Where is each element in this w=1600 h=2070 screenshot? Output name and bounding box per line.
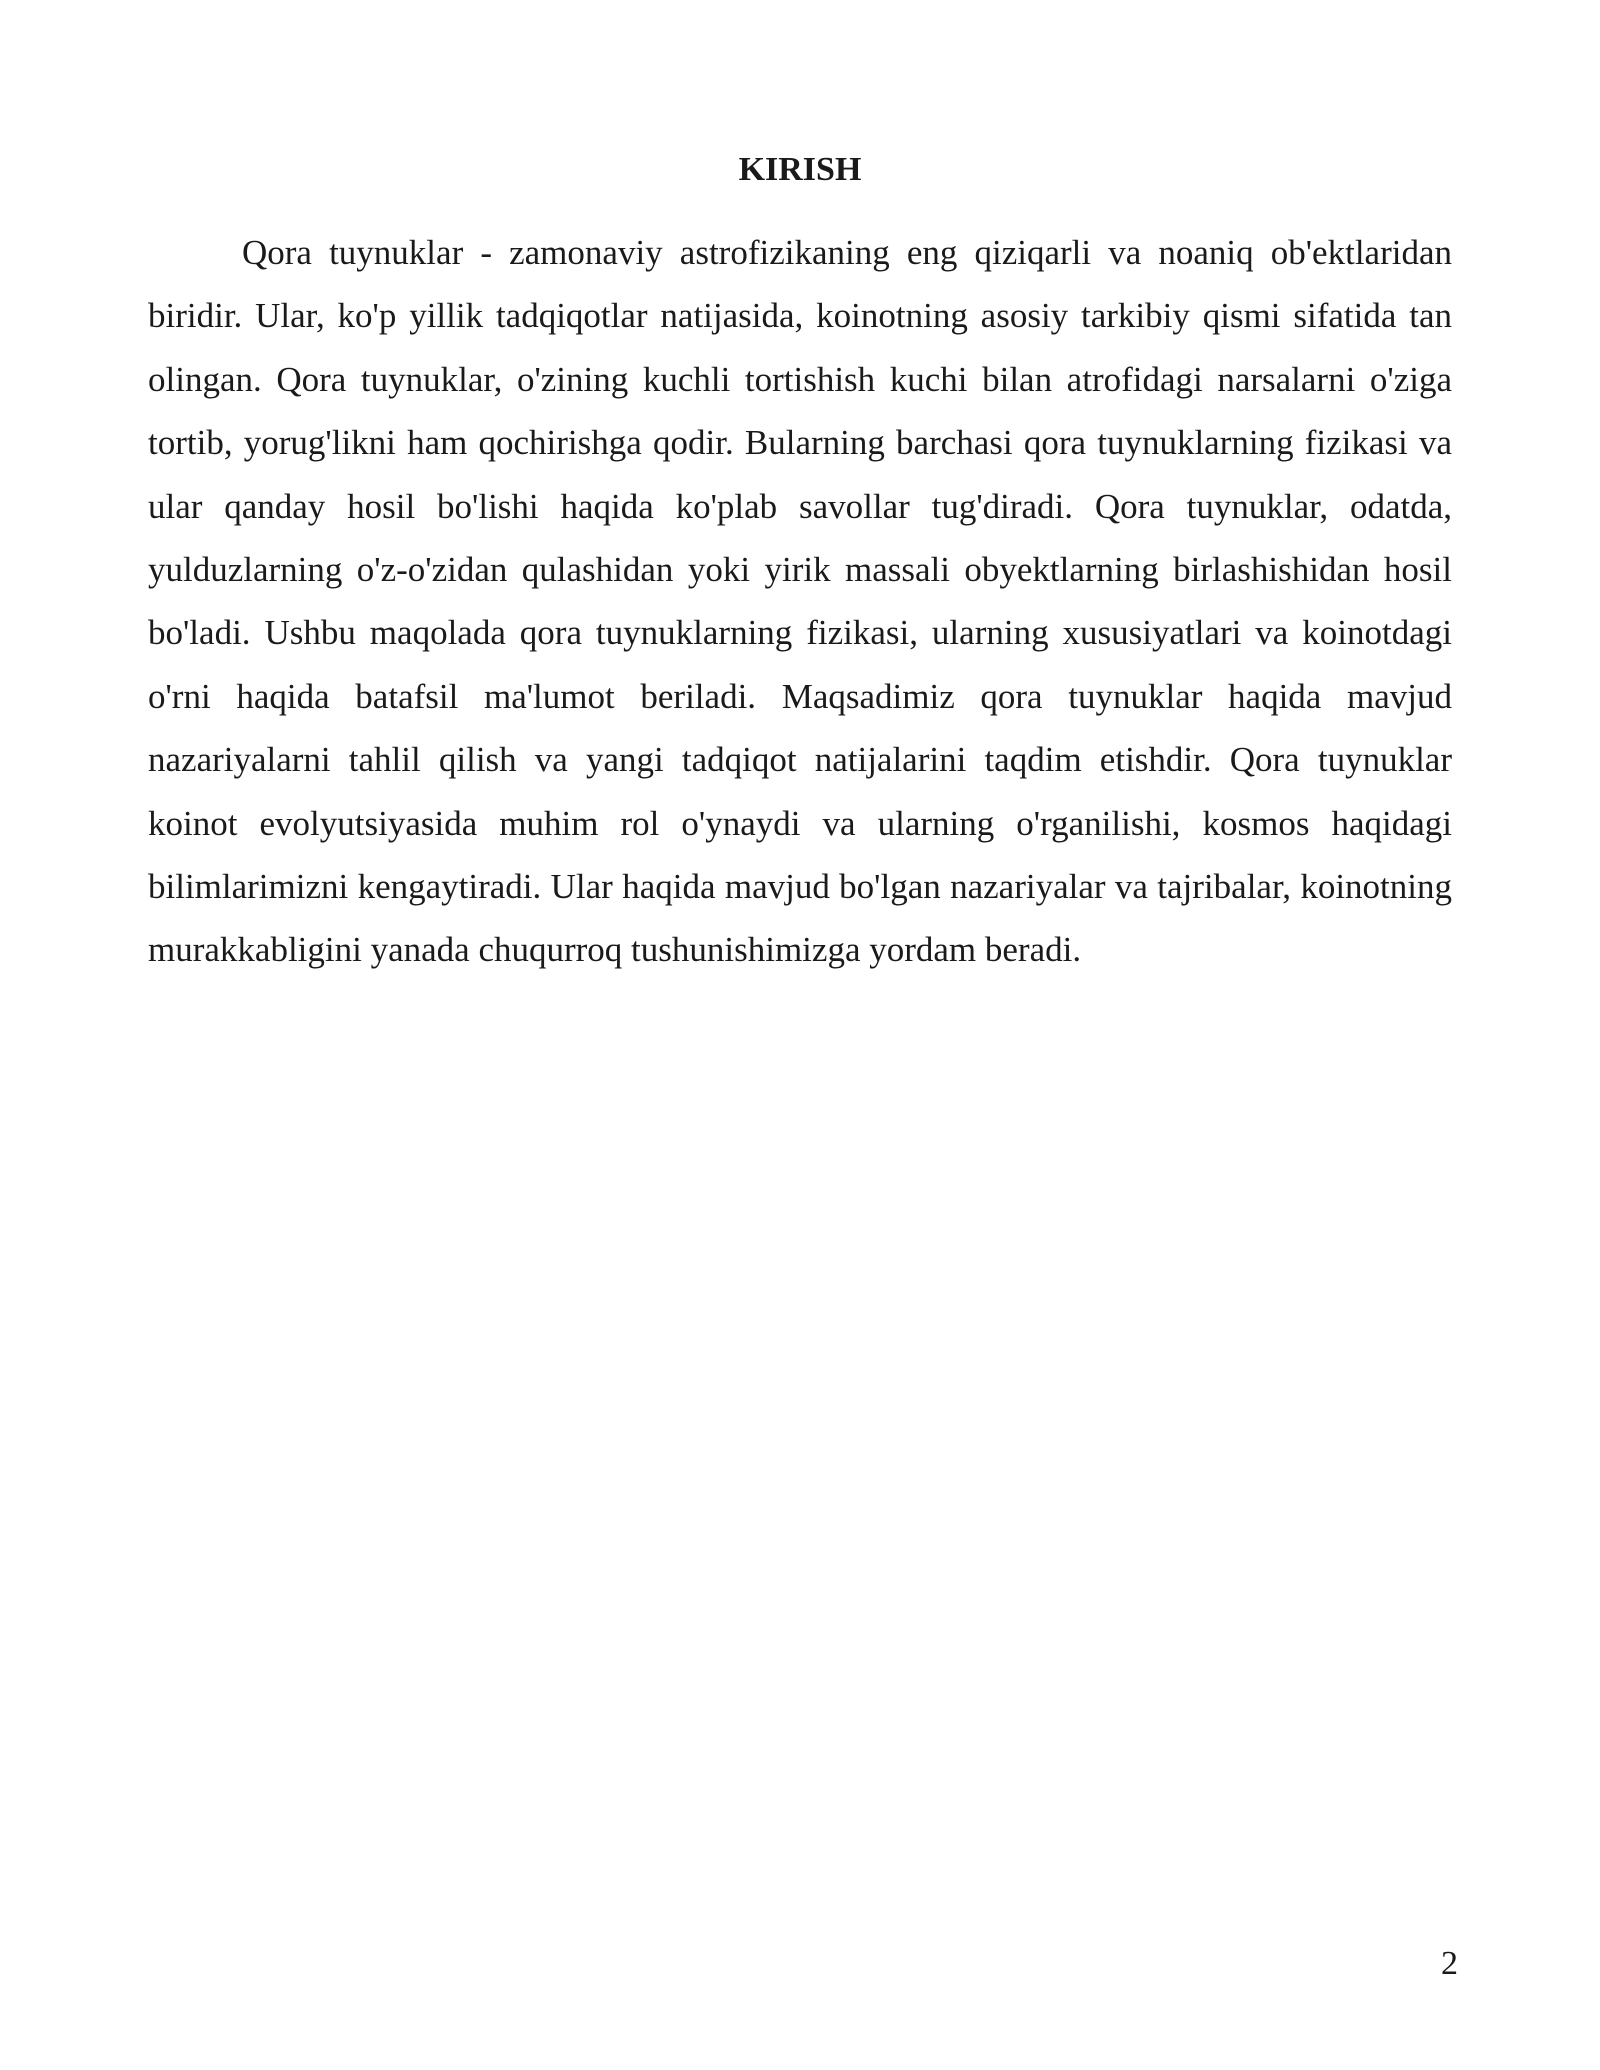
- body-paragraph: Qora tuynuklar - zamonaviy astrofizikaning eng qiziqarli va noaniq ob'ektlaridan biridir. Ular, ko'p yillik tadqiqotlar natijasida, koinotning asosiy tarkibiy qismi sifatida tan olingan. Qora tuynuklar, o'zining kuchli tortishish kuchi bilan atrofidagi narsalarni o'ziga tortib, yorug'likni ham qochirishga qodir. Bularning barchasi qora tuynuklarning fizikasi va ular qanday hosil bo'lishi haqida ko'plab savollar tug'diradi. Qora tuynuklar, odatda, yulduzlarning o'z-o'zidan qulashidan yoki yirik massali obyektlarning birlashishidan hosil bo'ladi. Ushbu maqolada qora tuynuklarning fizikasi, ularning xususiyatlari va koinotdagi o'rni haqida batafsil ma'lumot beriladi. Maqsadimiz qora tuynuklar haqida mavjud nazariyalarni tahlil qilish va yangi tadqiqot natijalarini taqdim etishdir. Qora tuynuklar koinot evolyutsiyasida muhim rol o'ynaydi va ularning o'rganilishi, kosmos haqidagi bilimlarimizni kengaytiradi. Ular haqida mavjud bo'lgan nazariyalar va tajribalar, koinotning murakkabligini yanada chuqurroq tushunishimizga yordam beradi.: [148, 233, 1452, 970]
- section-heading: KIRISH: [738, 151, 862, 188]
- page-number: 2: [1441, 1945, 1458, 1982]
